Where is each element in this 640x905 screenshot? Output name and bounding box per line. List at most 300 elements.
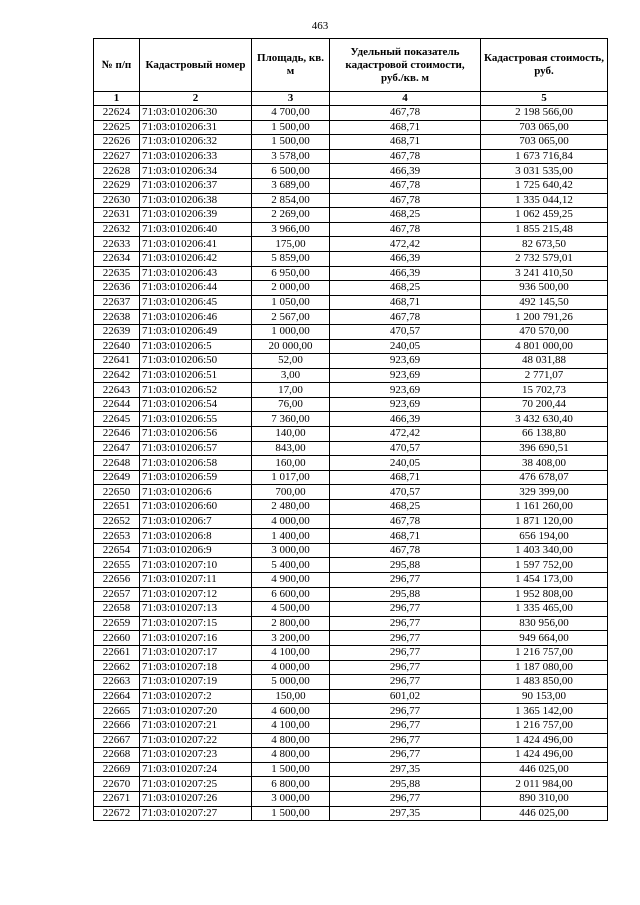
area-cell: 4 100,00	[252, 645, 330, 660]
specific-value-cell: 468,25	[330, 281, 481, 296]
row-number-cell: 22650	[94, 485, 140, 500]
cadastral-number-cell: 71:03:010207:10	[140, 558, 252, 573]
row-number-cell: 22644	[94, 397, 140, 412]
cadastral-number-cell: 71:03:010207:17	[140, 645, 252, 660]
table-row	[94, 514, 608, 529]
specific-value-cell: 923,69	[330, 397, 481, 412]
row-number-cell: 22651	[94, 500, 140, 515]
specific-value-cell: 466,39	[330, 251, 481, 266]
area-cell: 1 400,00	[252, 529, 330, 544]
cadastral-value-cell: 830 956,00	[481, 616, 608, 631]
cadastral-value-cell: 1 187 080,00	[481, 660, 608, 675]
cadastral-value-cell: 329 399,00	[481, 485, 608, 500]
specific-value-cell: 296,77	[330, 704, 481, 719]
row-number-cell: 22661	[94, 645, 140, 660]
cadastral-value-cell: 2 732 579,01	[481, 251, 608, 266]
table-row	[94, 237, 608, 252]
row-number-cell: 22642	[94, 368, 140, 383]
table-row	[94, 689, 608, 704]
table-row	[94, 631, 608, 646]
cadastral-value-cell: 1 403 340,00	[481, 543, 608, 558]
cadastral-value-cell: 470 570,00	[481, 324, 608, 339]
cadastral-number-cell: 71:03:010206:39	[140, 208, 252, 223]
area-cell: 5 400,00	[252, 558, 330, 573]
cadastral-number-cell: 71:03:010206:52	[140, 383, 252, 398]
cadastral-number-cell: 71:03:010207:22	[140, 733, 252, 748]
row-number-cell: 22626	[94, 135, 140, 150]
table-row	[94, 456, 608, 471]
area-cell: 175,00	[252, 237, 330, 252]
specific-value-cell: 296,77	[330, 631, 481, 646]
cadastral-value-cell: 1 725 640,42	[481, 178, 608, 193]
table-row	[94, 324, 608, 339]
row-number-cell: 22645	[94, 412, 140, 427]
table-row	[94, 675, 608, 690]
specific-value-cell: 467,78	[330, 543, 481, 558]
area-cell: 6 950,00	[252, 266, 330, 281]
area-cell: 3,00	[252, 368, 330, 383]
specific-value-cell: 296,77	[330, 733, 481, 748]
cadastral-number-cell: 71:03:010206:49	[140, 324, 252, 339]
table-row	[94, 397, 608, 412]
cadastral-value-cell: 492 145,50	[481, 295, 608, 310]
table-row	[94, 543, 608, 558]
cadastral-number-cell: 71:03:010206:45	[140, 295, 252, 310]
table-body	[94, 106, 608, 821]
cadastral-number-cell: 71:03:010207:11	[140, 573, 252, 588]
cadastral-value-cell: 70 200,44	[481, 397, 608, 412]
cadastral-value-cell: 1 335 044,12	[481, 193, 608, 208]
area-cell: 2 854,00	[252, 193, 330, 208]
specific-value-cell: 467,78	[330, 106, 481, 121]
cadastral-number-cell: 71:03:010206:41	[140, 237, 252, 252]
specific-value-cell: 295,88	[330, 777, 481, 792]
table-row	[94, 748, 608, 763]
specific-value-cell: 296,77	[330, 791, 481, 806]
column-number: 5	[481, 92, 608, 106]
cadastral-number-cell: 71:03:010207:2	[140, 689, 252, 704]
table-row	[94, 222, 608, 237]
row-number-cell: 22653	[94, 529, 140, 544]
area-cell: 4 100,00	[252, 718, 330, 733]
cadastral-number-cell: 71:03:010206:55	[140, 412, 252, 427]
cadastral-value-cell: 66 138,80	[481, 427, 608, 442]
table-row	[94, 558, 608, 573]
cadastral-number-cell: 71:03:010207:16	[140, 631, 252, 646]
header-row	[94, 39, 608, 92]
cadastral-number-cell: 71:03:010206:38	[140, 193, 252, 208]
row-number-cell: 22669	[94, 762, 140, 777]
cadastral-number-cell: 71:03:010206:56	[140, 427, 252, 442]
row-number-cell: 22643	[94, 383, 140, 398]
area-cell: 5 859,00	[252, 251, 330, 266]
area-cell: 2 480,00	[252, 500, 330, 515]
specific-value-cell: 297,35	[330, 762, 481, 777]
cadastral-number-cell: 71:03:010206:54	[140, 397, 252, 412]
cadastral-number-cell: 71:03:010206:44	[140, 281, 252, 296]
cadastral-value-cell: 2 771,07	[481, 368, 608, 383]
row-number-cell: 22670	[94, 777, 140, 792]
cadastral-value-cell: 949 664,00	[481, 631, 608, 646]
cadastral-number-cell: 71:03:010206:40	[140, 222, 252, 237]
row-number-cell: 22671	[94, 791, 140, 806]
cadastral-number-cell: 71:03:010206:57	[140, 441, 252, 456]
header-cadastral-value: Кадастровая стоимость, руб.	[481, 39, 608, 92]
specific-value-cell: 472,42	[330, 427, 481, 442]
row-number-cell: 22627	[94, 149, 140, 164]
table-row	[94, 587, 608, 602]
row-number-cell: 22656	[94, 573, 140, 588]
row-number-cell: 22631	[94, 208, 140, 223]
column-number: 3	[252, 92, 330, 106]
area-cell: 3 200,00	[252, 631, 330, 646]
cadastral-value-cell: 3 031 535,00	[481, 164, 608, 179]
area-cell: 1 500,00	[252, 762, 330, 777]
cadastral-value-cell: 1 673 716,84	[481, 149, 608, 164]
cadastral-value-cell: 1 161 260,00	[481, 500, 608, 515]
specific-value-cell: 466,39	[330, 412, 481, 427]
specific-value-cell: 466,39	[330, 164, 481, 179]
specific-value-cell: 468,71	[330, 135, 481, 150]
specific-value-cell: 468,25	[330, 208, 481, 223]
area-cell: 1 017,00	[252, 470, 330, 485]
area-cell: 20 000,00	[252, 339, 330, 354]
specific-value-cell: 468,71	[330, 470, 481, 485]
cadastral-value-cell: 703 065,00	[481, 135, 608, 150]
area-cell: 17,00	[252, 383, 330, 398]
row-number-cell: 22630	[94, 193, 140, 208]
table-row	[94, 295, 608, 310]
table-row	[94, 762, 608, 777]
area-cell: 5 000,00	[252, 675, 330, 690]
area-cell: 4 700,00	[252, 106, 330, 121]
specific-value-cell: 466,39	[330, 266, 481, 281]
area-cell: 2 567,00	[252, 310, 330, 325]
table-row	[94, 135, 608, 150]
area-cell: 1 500,00	[252, 806, 330, 821]
table-row	[94, 485, 608, 500]
specific-value-cell: 467,78	[330, 178, 481, 193]
row-number-cell: 22672	[94, 806, 140, 821]
table-row	[94, 427, 608, 442]
cadastral-number-cell: 71:03:010207:19	[140, 675, 252, 690]
specific-value-cell: 296,77	[330, 718, 481, 733]
cadastral-number-cell: 71:03:010206:60	[140, 500, 252, 515]
cadastral-number-cell: 71:03:010207:12	[140, 587, 252, 602]
row-number-cell: 22666	[94, 718, 140, 733]
specific-value-cell: 467,78	[330, 310, 481, 325]
cadastral-value-cell: 1 216 757,00	[481, 645, 608, 660]
cadastral-number-cell: 71:03:010206:31	[140, 120, 252, 135]
cadastral-value-cell: 446 025,00	[481, 806, 608, 821]
specific-value-cell: 240,05	[330, 456, 481, 471]
table-row	[94, 602, 608, 617]
specific-value-cell: 601,02	[330, 689, 481, 704]
area-cell: 2 269,00	[252, 208, 330, 223]
row-number-cell: 22625	[94, 120, 140, 135]
cadastral-number-cell: 71:03:010206:7	[140, 514, 252, 529]
specific-value-cell: 470,57	[330, 324, 481, 339]
table-row	[94, 529, 608, 544]
area-cell: 4 000,00	[252, 660, 330, 675]
area-cell: 4 600,00	[252, 704, 330, 719]
table-row	[94, 412, 608, 427]
cadastral-value-cell: 1 855 215,48	[481, 222, 608, 237]
cadastral-number-cell: 71:03:010207:27	[140, 806, 252, 821]
row-number-cell: 22668	[94, 748, 140, 763]
cadastral-value-cell: 4 801 000,00	[481, 339, 608, 354]
cadastral-value-cell: 1 952 808,00	[481, 587, 608, 602]
area-cell: 3 000,00	[252, 791, 330, 806]
table-row	[94, 164, 608, 179]
row-number-cell: 22641	[94, 354, 140, 369]
row-number-cell: 22658	[94, 602, 140, 617]
page-number: 463	[311, 20, 329, 32]
table-row	[94, 616, 608, 631]
specific-value-cell: 467,78	[330, 193, 481, 208]
row-number-cell: 22655	[94, 558, 140, 573]
table-row	[94, 573, 608, 588]
cadastral-number-cell: 71:03:010206:59	[140, 470, 252, 485]
specific-value-cell: 296,77	[330, 616, 481, 631]
cadastral-number-cell: 71:03:010207:25	[140, 777, 252, 792]
area-cell: 6 800,00	[252, 777, 330, 792]
table-row	[94, 266, 608, 281]
table-row	[94, 660, 608, 675]
row-number-cell: 22652	[94, 514, 140, 529]
cadastral-number-cell: 71:03:010207:26	[140, 791, 252, 806]
table-row	[94, 251, 608, 266]
cadastral-value-cell: 2 011 984,00	[481, 777, 608, 792]
cadastral-number-cell: 71:03:010206:43	[140, 266, 252, 281]
specific-value-cell: 468,25	[330, 500, 481, 515]
cadastral-value-cell: 890 310,00	[481, 791, 608, 806]
cadastral-number-cell: 71:03:010207:20	[140, 704, 252, 719]
cadastral-number-cell: 71:03:010207:18	[140, 660, 252, 675]
header-cadastral-number: Кадастровый номер	[140, 39, 252, 92]
area-cell: 150,00	[252, 689, 330, 704]
column-number: 2	[140, 92, 252, 106]
area-cell: 1 500,00	[252, 135, 330, 150]
specific-value-cell: 296,77	[330, 748, 481, 763]
table-row	[94, 645, 608, 660]
specific-value-cell: 468,71	[330, 295, 481, 310]
specific-value-cell: 240,05	[330, 339, 481, 354]
row-number-cell: 22665	[94, 704, 140, 719]
area-cell: 4 500,00	[252, 602, 330, 617]
table-row	[94, 500, 608, 515]
cadastral-value-cell: 446 025,00	[481, 762, 608, 777]
area-cell: 3 578,00	[252, 149, 330, 164]
specific-value-cell: 295,88	[330, 558, 481, 573]
table-row	[94, 149, 608, 164]
column-number: 1	[94, 92, 140, 106]
cadastral-number-cell: 71:03:010206:33	[140, 149, 252, 164]
cadastral-number-cell: 71:03:010206:30	[140, 106, 252, 121]
cadastral-value-cell: 656 194,00	[481, 529, 608, 544]
area-cell: 3 000,00	[252, 543, 330, 558]
table-row	[94, 178, 608, 193]
cadastral-number-cell: 71:03:010207:24	[140, 762, 252, 777]
row-number-cell: 22640	[94, 339, 140, 354]
area-cell: 76,00	[252, 397, 330, 412]
row-number-cell: 22659	[94, 616, 140, 631]
area-cell: 3 689,00	[252, 178, 330, 193]
cadastral-number-cell: 71:03:010207:15	[140, 616, 252, 631]
area-cell: 843,00	[252, 441, 330, 456]
specific-value-cell: 467,78	[330, 149, 481, 164]
row-number-cell: 22637	[94, 295, 140, 310]
cadastral-number-cell: 71:03:010206:46	[140, 310, 252, 325]
cadastral-value-cell: 2 198 566,00	[481, 106, 608, 121]
specific-value-cell: 296,77	[330, 602, 481, 617]
cadastral-number-cell: 71:03:010206:51	[140, 368, 252, 383]
row-number-cell: 22648	[94, 456, 140, 471]
cadastral-value-cell: 1 062 459,25	[481, 208, 608, 223]
specific-value-cell: 468,71	[330, 529, 481, 544]
table-row	[94, 383, 608, 398]
area-cell: 4 900,00	[252, 573, 330, 588]
cadastral-value-cell: 1 871 120,00	[481, 514, 608, 529]
cadastral-number-cell: 71:03:010206:8	[140, 529, 252, 544]
cadastral-number-cell: 71:03:010206:58	[140, 456, 252, 471]
area-cell: 4 800,00	[252, 748, 330, 763]
header-number: № п/п	[94, 39, 140, 92]
area-cell: 1 000,00	[252, 324, 330, 339]
cadastral-value-cell: 48 031,88	[481, 354, 608, 369]
cadastral-number-cell: 71:03:010206:42	[140, 251, 252, 266]
table-row	[94, 777, 608, 792]
cadastral-value-table	[93, 38, 608, 821]
row-number-cell: 22647	[94, 441, 140, 456]
cadastral-number-cell: 71:03:010207:21	[140, 718, 252, 733]
specific-value-cell: 472,42	[330, 237, 481, 252]
area-cell: 140,00	[252, 427, 330, 442]
table-row	[94, 106, 608, 121]
cadastral-number-cell: 71:03:010206:5	[140, 339, 252, 354]
table-row	[94, 718, 608, 733]
table-row	[94, 733, 608, 748]
cadastral-value-cell: 1 200 791,26	[481, 310, 608, 325]
cadastral-value-cell: 1 335 465,00	[481, 602, 608, 617]
cadastral-number-cell: 71:03:010206:37	[140, 178, 252, 193]
cadastral-value-cell: 1 365 142,00	[481, 704, 608, 719]
row-number-cell: 22649	[94, 470, 140, 485]
specific-value-cell: 470,57	[330, 485, 481, 500]
row-number-cell: 22654	[94, 543, 140, 558]
area-cell: 6 500,00	[252, 164, 330, 179]
cadastral-number-cell: 71:03:010207:23	[140, 748, 252, 763]
cadastral-value-cell: 1 424 496,00	[481, 733, 608, 748]
cadastral-value-cell: 1 424 496,00	[481, 748, 608, 763]
row-number-cell: 22667	[94, 733, 140, 748]
specific-value-cell: 297,35	[330, 806, 481, 821]
cadastral-number-cell: 71:03:010206:50	[140, 354, 252, 369]
specific-value-cell: 923,69	[330, 383, 481, 398]
specific-value-cell: 467,78	[330, 514, 481, 529]
table-row	[94, 120, 608, 135]
row-number-cell: 22628	[94, 164, 140, 179]
specific-value-cell: 470,57	[330, 441, 481, 456]
column-number-row	[94, 92, 608, 106]
row-number-cell: 22646	[94, 427, 140, 442]
table-row	[94, 470, 608, 485]
specific-value-cell: 296,77	[330, 573, 481, 588]
area-cell: 160,00	[252, 456, 330, 471]
table-row	[94, 310, 608, 325]
cadastral-value-cell: 703 065,00	[481, 120, 608, 135]
row-number-cell: 22636	[94, 281, 140, 296]
cadastral-value-cell: 396 690,51	[481, 441, 608, 456]
area-cell: 2 000,00	[252, 281, 330, 296]
row-number-cell: 22660	[94, 631, 140, 646]
table-row	[94, 281, 608, 296]
area-cell: 3 966,00	[252, 222, 330, 237]
row-number-cell: 22624	[94, 106, 140, 121]
table-row	[94, 208, 608, 223]
cadastral-value-cell: 1 454 173,00	[481, 573, 608, 588]
area-cell: 1 500,00	[252, 120, 330, 135]
area-cell: 1 050,00	[252, 295, 330, 310]
cadastral-value-cell: 1 216 757,00	[481, 718, 608, 733]
table-row	[94, 704, 608, 719]
row-number-cell: 22664	[94, 689, 140, 704]
cadastral-value-cell: 82 673,50	[481, 237, 608, 252]
row-number-cell: 22639	[94, 324, 140, 339]
table-row	[94, 368, 608, 383]
specific-value-cell: 468,71	[330, 120, 481, 135]
cadastral-value-cell: 90 153,00	[481, 689, 608, 704]
table-row	[94, 806, 608, 821]
row-number-cell: 22633	[94, 237, 140, 252]
table-row	[94, 441, 608, 456]
cadastral-number-cell: 71:03:010206:6	[140, 485, 252, 500]
row-number-cell: 22662	[94, 660, 140, 675]
cadastral-value-cell: 1 597 752,00	[481, 558, 608, 573]
header-area: Площадь, кв. м	[252, 39, 330, 92]
cadastral-number-cell: 71:03:010206:34	[140, 164, 252, 179]
specific-value-cell: 296,77	[330, 675, 481, 690]
row-number-cell: 22634	[94, 251, 140, 266]
area-cell: 4 000,00	[252, 514, 330, 529]
specific-value-cell: 923,69	[330, 354, 481, 369]
area-cell: 700,00	[252, 485, 330, 500]
row-number-cell: 22638	[94, 310, 140, 325]
cadastral-number-cell: 71:03:010207:13	[140, 602, 252, 617]
row-number-cell: 22635	[94, 266, 140, 281]
cadastral-number-cell: 71:03:010206:32	[140, 135, 252, 150]
specific-value-cell: 296,77	[330, 645, 481, 660]
cadastral-value-cell: 1 483 850,00	[481, 675, 608, 690]
cadastral-value-cell: 38 408,00	[481, 456, 608, 471]
row-number-cell: 22663	[94, 675, 140, 690]
header-specific-value: Удельный показатель кадастровой стоимости, руб./кв. м	[330, 39, 481, 92]
row-number-cell: 22657	[94, 587, 140, 602]
row-number-cell: 22629	[94, 178, 140, 193]
specific-value-cell: 467,78	[330, 222, 481, 237]
column-number: 4	[330, 92, 481, 106]
area-cell: 7 360,00	[252, 412, 330, 427]
specific-value-cell: 923,69	[330, 368, 481, 383]
row-number-cell: 22632	[94, 222, 140, 237]
cadastral-value-cell: 3 241 410,50	[481, 266, 608, 281]
cadastral-value-cell: 936 500,00	[481, 281, 608, 296]
cadastral-value-cell: 3 432 630,40	[481, 412, 608, 427]
area-cell: 2 800,00	[252, 616, 330, 631]
specific-value-cell: 296,77	[330, 660, 481, 675]
cadastral-value-cell: 15 702,73	[481, 383, 608, 398]
table-row	[94, 791, 608, 806]
